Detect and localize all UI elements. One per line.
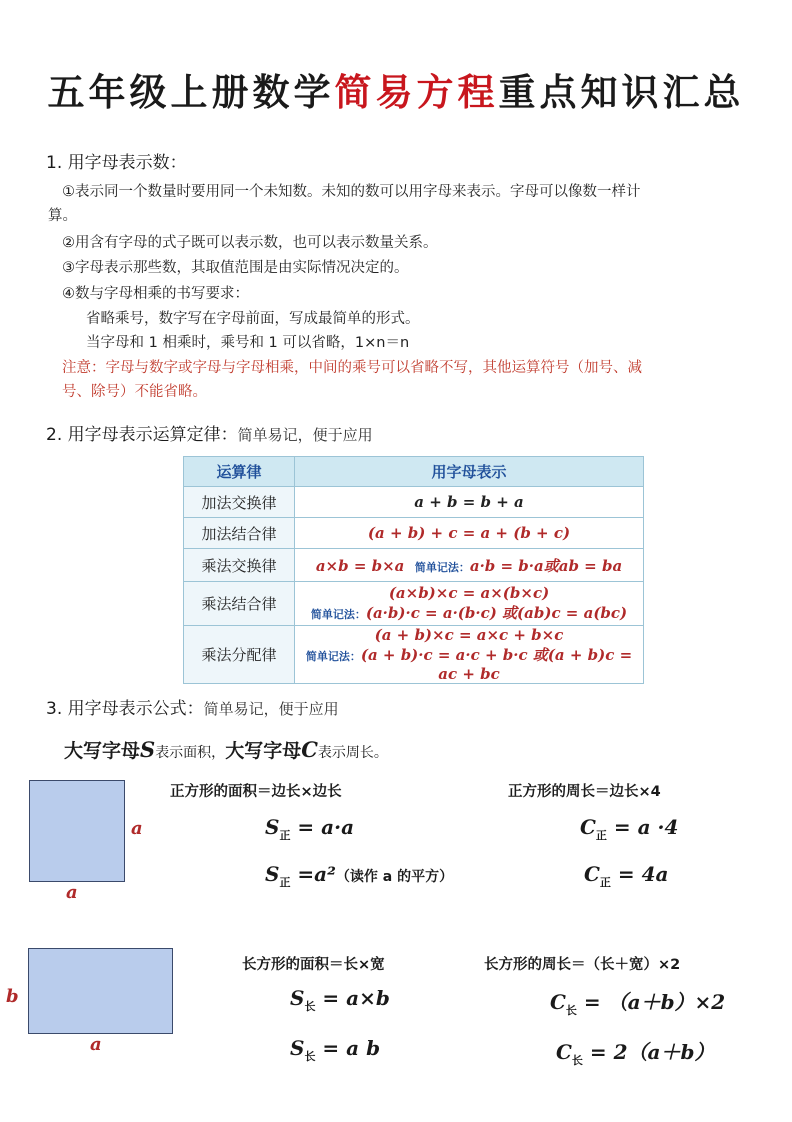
square-side-bottom: a (66, 882, 78, 903)
section1-heading: 1. 用字母表示数： (46, 153, 187, 173)
sym-S: S (265, 862, 280, 886)
square-perim-formula2 (584, 862, 669, 890)
law-formula-short: a·b = b·a或ab = ba (469, 556, 623, 575)
sym-C: C (580, 815, 596, 839)
s1-p2: ②用含有字母的式子既可以表示数，也可以表示数量关系。 (62, 235, 438, 251)
sym-sub: 正 (279, 829, 291, 842)
col-law: 运算律 (184, 457, 295, 487)
law-formula-short: (a·b)·c = a·(b·c) 或(ab)c = a(bc) (365, 604, 628, 622)
s1-p4: ④数与字母相乘的书写要求： (62, 286, 249, 302)
sym-C: C (550, 990, 566, 1014)
sym-S: S (290, 1036, 305, 1060)
rect-perim-formula1 (550, 986, 725, 1018)
expr: = （a＋b）×2 (583, 990, 726, 1014)
sym-C: C (584, 862, 600, 886)
intro-t3: 大写字母 (225, 740, 302, 762)
sym-S: S (290, 986, 305, 1010)
law-formula-cell (295, 549, 644, 582)
law-formula: (a×b)×c = a×(b×c) (388, 584, 550, 602)
square-area-title: 正方形的面积＝边长×边长 (170, 784, 342, 800)
page-title (0, 62, 792, 116)
title-part2: 重点知识汇总 (498, 70, 745, 114)
read-note: （读作 a 的平方） (335, 869, 454, 885)
sym-sub: 正 (279, 876, 291, 889)
s1-p5: 省略乘号，数字写在字母前面，写成最简单的形式。 (86, 311, 420, 327)
sym-S: S (265, 815, 280, 839)
law-formula: a×b = b×a (315, 556, 405, 575)
rectangle-figure (28, 948, 173, 1034)
table-row (184, 549, 644, 582)
rect-area-formula1 (290, 986, 390, 1014)
table-row (184, 487, 644, 518)
s2-heading-text: 2. 用字母表示运算定律： (46, 425, 238, 445)
law-name: 乘法交换律 (184, 549, 295, 582)
rect-area-formula2 (290, 1036, 380, 1064)
s1-note-b: 号、除号）不能省略。 (62, 384, 207, 400)
expr: = a b (322, 1036, 381, 1060)
short-form-label: 简单记法： (305, 650, 361, 663)
s3-heading-text: 3. 用字母表示公式： (46, 699, 204, 719)
law-formula-cell (295, 582, 644, 626)
intro-t4: 表示周长。 (317, 745, 388, 761)
law-name: 乘法结合律 (184, 582, 295, 626)
intro-t1: 大写字母 (64, 740, 141, 762)
section2-heading (46, 420, 373, 445)
s1-p6: 当字母和 1 相乘时，乘号和 1 可以省略，1×n＝n (86, 335, 410, 351)
laws-table (183, 456, 644, 684)
law-name: 加法交换律 (184, 487, 295, 518)
square-area-formula1 (265, 815, 354, 843)
sym-C: C (556, 1040, 572, 1064)
s2-heading-sub: 简单易记，便于应用 (237, 426, 373, 444)
law-formula-cell (295, 626, 644, 684)
section3-heading (46, 694, 339, 719)
rect-side-left: b (6, 986, 19, 1007)
s1-p1b: 算。 (48, 208, 77, 224)
square-perim-title: 正方形的周长＝边长×4 (508, 784, 661, 800)
sym-sub: 长 (304, 1000, 316, 1013)
sym-sub: 正 (599, 876, 611, 889)
square-area-formula2 (265, 862, 453, 890)
sym-sub: 长 (571, 1054, 583, 1067)
table-row (184, 626, 644, 684)
title-part1: 五年级上册数学 (47, 70, 335, 114)
table-row (184, 518, 644, 549)
sym-sub: 长 (565, 1004, 577, 1017)
expr: =a² (297, 862, 336, 886)
s1-p1a: ①表示同一个数量时要用同一个未知数。未知的数可以用字母来表示。字母可以像数一样计 (62, 184, 641, 200)
col-letter: 用字母表示 (295, 457, 644, 487)
law-name: 加法结合律 (184, 518, 295, 549)
square-side-right: a (131, 818, 143, 839)
rect-perim-title: 长方形的周长＝（长＋宽）×2 (484, 957, 681, 973)
square-figure (29, 780, 125, 882)
short-form-label: 简单记法： (310, 608, 366, 621)
expr: = 2（a＋b） (589, 1040, 715, 1064)
rect-side-bottom: a (90, 1034, 102, 1055)
law-formula: a + b = b + a (295, 487, 644, 518)
intro-S: S (140, 737, 156, 762)
intro-t2: 表示面积， (155, 745, 226, 761)
rect-area-title: 长方形的面积＝长×宽 (242, 957, 385, 973)
table-header-row (184, 457, 644, 487)
intro-C: C (301, 737, 318, 762)
title-highlight: 简易方程 (334, 70, 499, 114)
s1-note-a: 注意：字母与数字或字母与字母相乘，中间的乘号可以省略不写，其他运算符号（加号、减 (62, 360, 642, 376)
expr: = 4a (617, 862, 669, 886)
short-form-label: 简单记法： (414, 560, 470, 574)
law-formula: (a + b)×c = a×c + b×c (374, 626, 564, 644)
expr: = a×b (322, 986, 390, 1010)
s3-heading-sub: 简单易记，便于应用 (203, 700, 339, 718)
law-formula-short: (a + b)·c = a·c + b·c 或(a + b)c = ac + bc (360, 646, 633, 683)
table-row (184, 582, 644, 626)
law-name: 乘法分配律 (184, 626, 295, 684)
sym-sub: 正 (595, 829, 607, 842)
expr: = a·a (297, 815, 355, 839)
s1-p3: ③字母表示那些数，其取值范围是由实际情况决定的。 (62, 260, 409, 276)
square-perim-formula1 (580, 815, 678, 843)
s3-intro (64, 736, 388, 763)
rect-perim-formula2 (556, 1036, 714, 1068)
law-formula: (a + b) + c = a + (b + c) (295, 518, 644, 549)
sym-sub: 长 (304, 1050, 316, 1063)
expr: = a ·4 (613, 815, 679, 839)
